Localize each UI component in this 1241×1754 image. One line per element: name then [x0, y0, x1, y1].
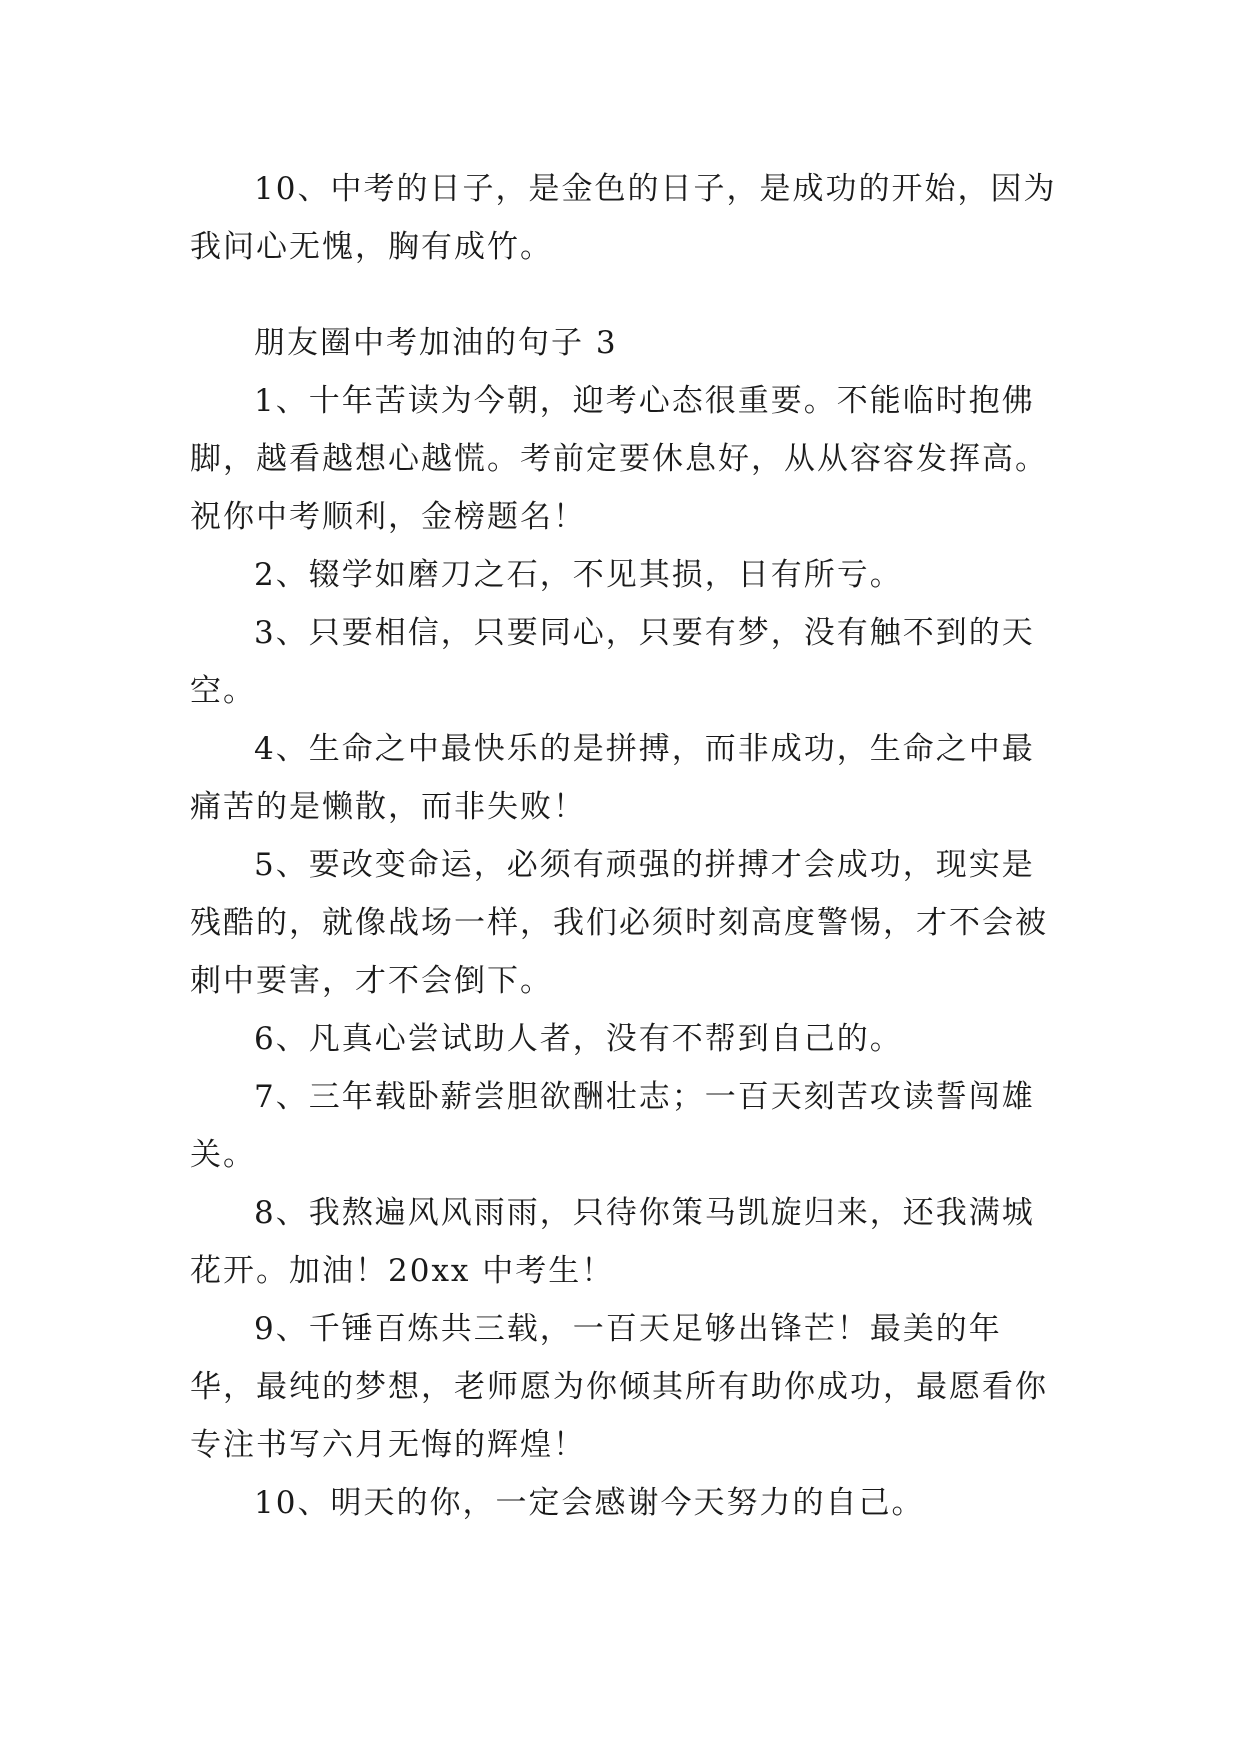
document-body	[190, 160, 1060, 1532]
list-item: 7、三年载卧薪尝胆欲酬壮志；一百天刻苦攻读誓闯雄关。	[190, 1079, 1035, 1173]
list-item: 9、千锤百炼共三载，一百天足够出锋芒！最美的年华，最纯的梦想，老师愿为你倾其所有助你成功，最愿看你专注书写六月无悔的辉煌！	[190, 1311, 1048, 1463]
list-item: 4、生命之中最快乐的是拼搏，而非成功，生命之中最痛苦的是懒散，而非失败！	[190, 731, 1035, 825]
section-title: 朋友圈中考加油的句子 3	[254, 325, 618, 361]
list-item: 2、辍学如磨刀之石，不见其损，日有所亏。	[254, 557, 903, 593]
list-item: 10、明天的你，一定会感谢今天努力的自己。	[254, 1485, 925, 1521]
list-item: 3、只要相信，只要同心，只要有梦，没有触不到的天空。	[190, 615, 1035, 709]
intro-paragraph: 10、中考的日子，是金色的日子，是成功的开始，因为我问心无愧，胸有成竹。	[190, 171, 1057, 265]
list-item: 6、凡真心尝试助人者，没有不帮到自己的。	[254, 1021, 903, 1057]
list-item: 8、我熬遍风风雨雨，只待你策马凯旋归来，还我满城花开。加油！20xx 中考生！	[190, 1195, 1035, 1289]
list-item: 1、十年苦读为今朝，迎考心态很重要。不能临时抱佛脚，越看越想心越慌。考前定要休息好，从从容容发挥高。祝你中考顺利，金榜题名！	[190, 383, 1048, 535]
list-item: 5、要改变命运，必须有顽强的拼搏才会成功，现实是残酷的，就像战场一样，我们必须时刻高度警惕，才不会被刺中要害，才不会倒下。	[190, 847, 1048, 999]
